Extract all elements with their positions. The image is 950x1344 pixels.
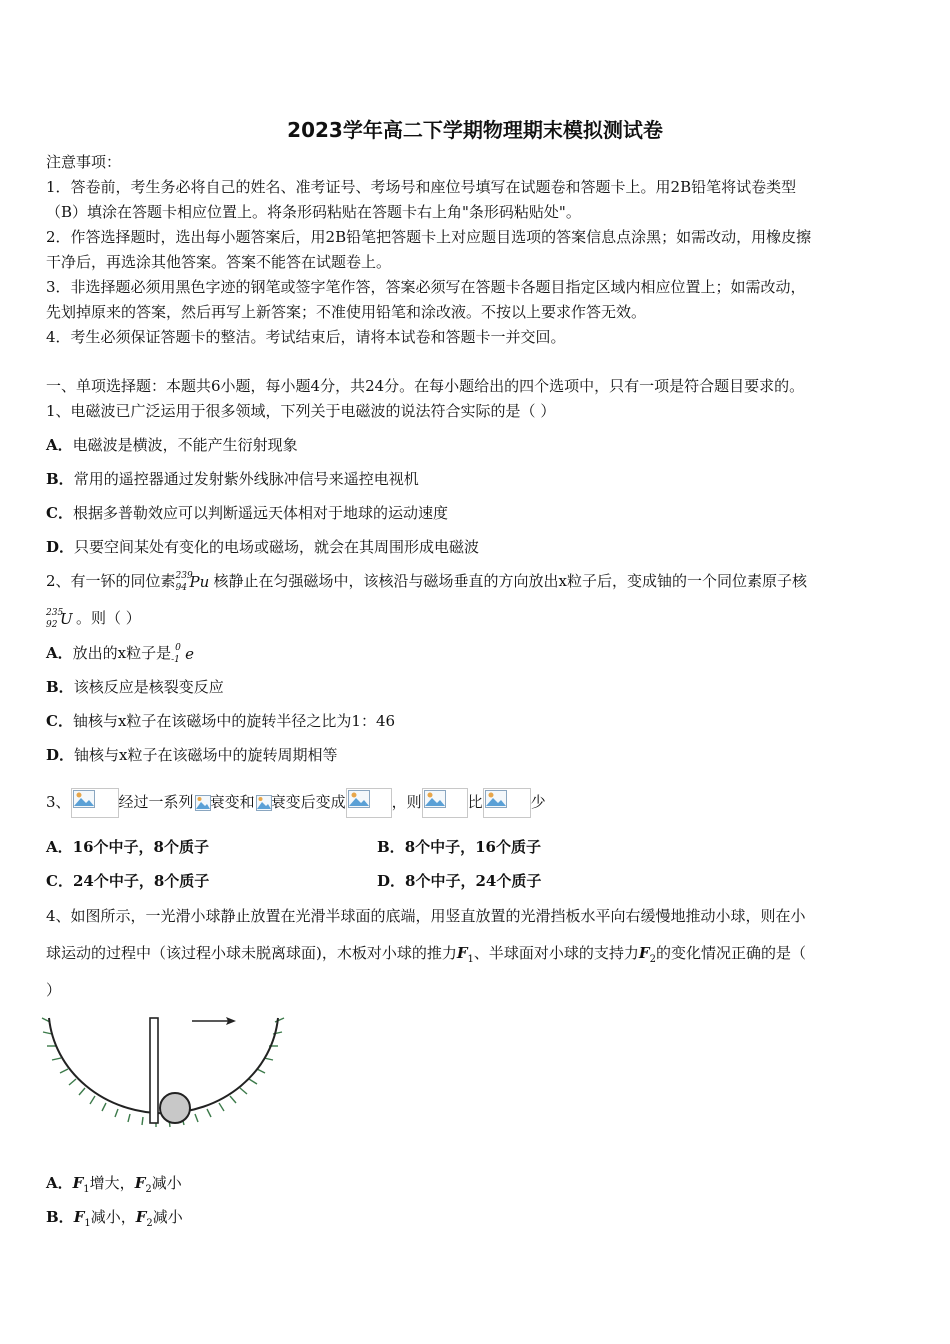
notice-line: 1．答卷前，考生务必将自己的姓名、准考证号、考场号和座位号填写在试题卷和答题卡上。用2B铅笔将试卷类型 xyxy=(46,178,797,196)
q2-option-b xyxy=(46,677,224,697)
broken-image-icon xyxy=(194,794,210,812)
broken-image-icon xyxy=(483,788,531,818)
mass-number: 0 xyxy=(175,643,181,653)
stem-text: 少 xyxy=(530,793,546,811)
option-text: 放出的x粒子是 xyxy=(72,644,172,662)
question-4-stem: 4、如图所示，一光滑小球静止放置在光滑半球面的底端，用竖直放置的光滑挡板水平向右缓慢地推动小球，则在小 xyxy=(46,907,806,925)
option-text: 只要空间某处有变化的电场或磁场，就会在其周围形成电磁波 xyxy=(74,538,480,556)
option-label: C． xyxy=(46,872,73,890)
q1-option-a xyxy=(46,435,298,455)
option-label: D． xyxy=(46,746,75,764)
option-label: D． xyxy=(46,538,75,556)
stem-text: 。则（ ） xyxy=(76,609,141,627)
force-symbol: F xyxy=(638,944,650,962)
option-text: 减小 xyxy=(151,1174,182,1192)
q1-option-b xyxy=(46,469,419,489)
notice-line: 先划掉原来的答案，然后再写上新答案；不准使用铅笔和涂改液。不按以上要求作答无效。 xyxy=(46,303,647,321)
option-text: 铀核与x粒子在该磁场中的旋转周期相等 xyxy=(74,746,338,764)
hemisphere-ball-figure xyxy=(40,1010,290,1140)
force-subscript: 2 xyxy=(146,1218,153,1229)
option-text: 增大， xyxy=(89,1174,135,1192)
broken-image-icon xyxy=(422,788,468,818)
electron-symbol xyxy=(171,644,197,664)
option-label: C． xyxy=(46,504,73,522)
force-symbol: F xyxy=(456,944,468,962)
option-text: 16个中子，8个质子 xyxy=(72,838,209,856)
stem-text: 比 xyxy=(467,793,483,811)
q2-option-a xyxy=(46,643,197,664)
option-text: 根据多普勒效应可以判断遥远天体相对于地球的运动速度 xyxy=(72,504,448,522)
option-label: B． xyxy=(46,1208,74,1226)
q3-option-c xyxy=(46,871,209,891)
option-label: A． xyxy=(46,644,73,662)
element-symbol: e xyxy=(185,645,194,663)
stem-text: 衰变后变成 xyxy=(270,793,346,811)
stem-text: 衰变和 xyxy=(209,793,255,811)
notice-line: 3．非选择题必须用黑色字迹的钢笔或签字笔作答，答案必须写在答题卡各题目指定区域内相应位置上；如需改动， xyxy=(46,278,806,296)
q2-option-c xyxy=(46,711,395,731)
force-symbol: F xyxy=(73,1208,85,1226)
q3-option-a xyxy=(46,837,209,857)
element-symbol: Pu xyxy=(189,573,210,591)
broken-image-icon xyxy=(255,794,271,812)
atomic-number: 94 xyxy=(175,583,187,593)
option-text: 24个中子，8个质子 xyxy=(72,872,210,890)
q3-option-b xyxy=(377,837,541,857)
element-symbol: U xyxy=(60,610,73,628)
uranium-nuclide xyxy=(46,609,76,629)
exam-title: 2023学年高二下学期物理期末模拟测试卷 xyxy=(287,118,663,142)
option-label: A． xyxy=(46,436,73,454)
option-label: B． xyxy=(377,838,405,856)
question-2-stem-cont xyxy=(46,608,141,629)
broken-image-icon xyxy=(346,788,392,818)
force-symbol: F xyxy=(134,1174,146,1192)
stem-text: ，则 xyxy=(391,793,422,811)
q1-option-c xyxy=(46,503,448,523)
force-subscript: 1 xyxy=(84,1218,91,1229)
atomic-number: 92 xyxy=(46,620,58,630)
option-label: A． xyxy=(46,838,73,856)
stem-text: 球运动的过程中（该过程小球未脱离球面)，木板对小球的推力 xyxy=(46,944,457,962)
option-label: D． xyxy=(377,872,406,890)
q3-option-d xyxy=(377,871,541,891)
option-text: 8个中子，24个质子 xyxy=(405,872,542,890)
notice-heading: 注意事项： xyxy=(46,153,122,171)
option-text: 减小， xyxy=(90,1208,136,1226)
option-label: B． xyxy=(46,678,74,696)
notice-line: 4．考生必须保证答题卡的整洁。考试结束后，请将本试卷和答题卡一并交回。 xyxy=(46,328,566,346)
q4-option-b xyxy=(46,1207,183,1234)
option-text: 8个中子，16个质子 xyxy=(404,838,541,856)
option-label: C． xyxy=(46,712,73,730)
stem-text: 核静止在匀强磁场中，该核沿与磁场垂直的方向放出x粒子后，变成铀的一个同位素原子核 xyxy=(213,572,808,590)
notice-line: （B）填涂在答题卡相应位置上。将条形码粘贴在答题卡右上角"条形码粘贴处"。 xyxy=(46,203,581,221)
option-text: 该核反应是核裂变反应 xyxy=(73,678,224,696)
option-label: B． xyxy=(46,470,74,488)
force-subscript: 1 xyxy=(83,1184,90,1195)
broken-image-icon xyxy=(71,788,119,818)
option-text: 减小 xyxy=(152,1208,183,1226)
ball xyxy=(160,1093,190,1123)
atomic-number: -1 xyxy=(171,655,180,665)
question-4-stem-cont xyxy=(46,943,806,970)
vertical-board xyxy=(150,1018,158,1123)
question-4-stem-end: ） xyxy=(46,981,62,999)
mass-number: 239 xyxy=(175,571,193,581)
option-label: A． xyxy=(46,1174,73,1192)
q1-option-d xyxy=(46,537,479,557)
mass-number: 235 xyxy=(46,608,64,618)
question-3-stem xyxy=(46,787,546,817)
stem-text: 3、 xyxy=(46,793,71,811)
option-text: 常用的遥控器通过发射紫外线脉冲信号来遥控电视机 xyxy=(73,470,419,488)
stem-text: 经过一系列 xyxy=(118,793,194,811)
option-text: 铀核与x粒子在该磁场中的旋转半径之比为1：46 xyxy=(72,712,396,730)
stem-text: 2、有一钚的同位素 xyxy=(46,572,176,590)
force-subscript: 2 xyxy=(145,1184,152,1195)
option-text: 电磁波是横波，不能产生衍射现象 xyxy=(72,436,298,454)
notice-line: 2．作答选择题时，选出每小题答案后，用2B铅笔把答题卡上对应题目选项的答案信息点涂黑；如需改动，用橡皮擦 xyxy=(46,228,812,246)
force-subscript: 2 xyxy=(649,954,656,965)
force-symbol: F xyxy=(72,1174,84,1192)
question-1-stem: 1、电磁波已广泛运用于很多领域，下列关于电磁波的说法符合实际的是（ ） xyxy=(46,402,556,420)
force-symbol: F xyxy=(135,1208,147,1226)
stem-text: 、半球面对小球的支持力 xyxy=(473,944,639,962)
force-subscript: 1 xyxy=(467,954,474,965)
section-heading: 一、单项选择题：本题共6小题，每小题4分，共24分。在每小题给出的四个选项中，只有一项是符合题目要求的。 xyxy=(46,377,805,395)
question-2-stem xyxy=(46,571,807,592)
q2-option-d xyxy=(46,745,337,765)
q4-option-a xyxy=(46,1173,182,1200)
plutonium-nuclide xyxy=(176,572,214,592)
notice-line: 干净后，再选涂其他答案。答案不能答在试题卷上。 xyxy=(46,253,392,271)
stem-text: 的变化情况正确的是（ xyxy=(655,944,806,962)
